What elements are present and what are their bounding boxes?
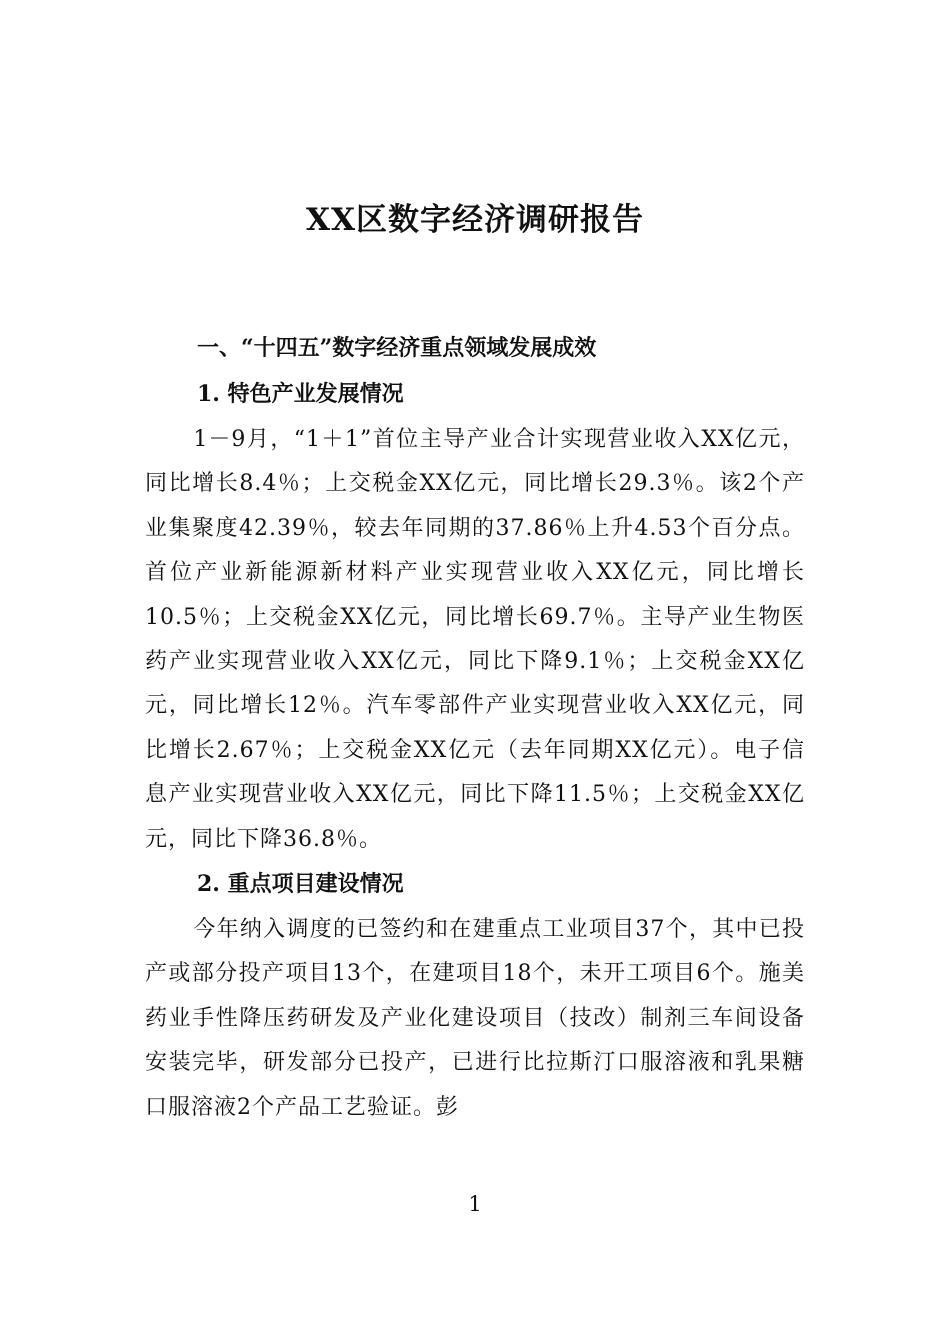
document-title: XX区数字经济调研报告	[305, 202, 645, 238]
page-number: 1	[468, 1192, 482, 1216]
document-body	[145, 328, 805, 1130]
section-heading: 一、“十四五”数字经济重点领域发展成效	[197, 335, 597, 361]
subsection-heading-projects: 2. 重点项目建设情况	[197, 871, 404, 898]
paragraph-industry: 1－9月，“1＋1”首位主导产业合计实现营业收入XX亿元，同比增长8.4％；上交税金XX亿元，同比增长29.3％。该2个产业集聚度42.39％，较去年同期的37.86％上升4.53个百分点。首位产业新能源新材料产业实现营业收入XX亿元，同比增长10.5％；上交税金XX亿元，同比增长69.7％。主导产业生物医药产业实现营业收入XX亿元，同比下降9.1％；上交税金XX亿元，同比增长12％。汽车零部件产业实现营业收入XX亿元，同比增长2.67％；上交税金XX亿元（去年同期XX亿元）。电子信息产业实现营业收入XX亿元，同比下降11.5％；上交税金XX亿元，同比下降36.8％。	[145, 427, 805, 852]
paragraph-projects: 今年纳入调度的已签约和在建重点工业项目37个，其中已投产或部分投产项目13个，在建项目18个，未开工项目6个。施美药业手性降压药研发及产业化建设项目（技改）制剂三车间设备安装完毕，研发部分已投产，已进行比拉斯汀口服溶液和乳果糖口服溶液2个产品工艺验证。彭	[145, 917, 805, 1120]
subsection-heading-industry: 1. 特色产业发展情况	[197, 381, 404, 407]
